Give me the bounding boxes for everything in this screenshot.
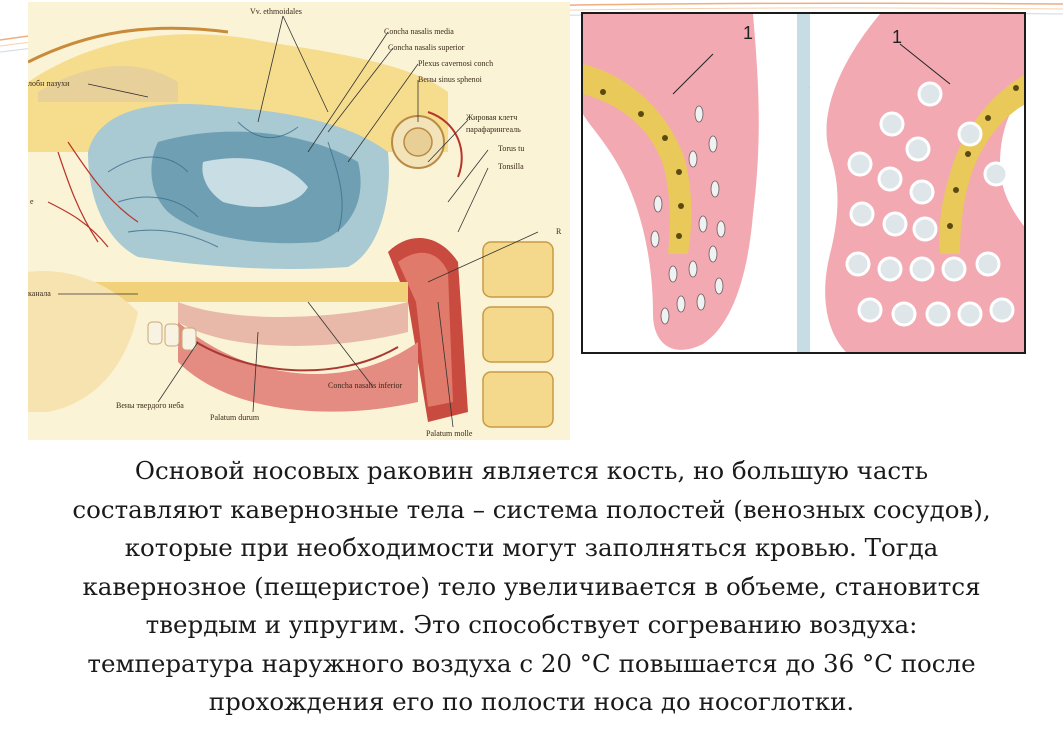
label-kanala: канала [28,289,51,298]
label-e: е [30,197,34,206]
cavernous-body-filled [810,12,1026,354]
label-veins-hard-palate: Вены твердого неба [116,401,184,410]
label-r: R [556,227,562,236]
caption-line: кавернозное (пещеристое) тело увеличивается в объеме, становится [82,571,981,601]
caption-line: температура наружного воздуха с 20 °С повышается до 36 °С после [87,648,976,678]
caption-line: Основой носовых раковин является кость, но большую часть [134,456,929,485]
label-concha-superior: Concha nasalis superior [388,43,465,52]
caption-line: составляют кавернозные тела – система полостей (венозных сосудов), [72,494,991,524]
label-fat-tissue-2: парафарингеаль [466,125,521,134]
label-fat-tissue-1: Жировая клетч [466,113,518,122]
label-veins-sinus-sphenoid: Вены sinus sphenoi [418,75,482,84]
label-vv-ethmoidales: Vv. ethmoidales [250,7,302,16]
caption-line: которые при необходимости могут заполняться кровью. Тогда [124,533,939,562]
label-palatum-durum: Palatum durum [210,413,260,422]
label-concha-media: Concha nasalis media [384,27,454,36]
label-lobn-pazuha: лобн пазухи [28,79,70,88]
panel-divider [797,12,810,354]
label-tonsilla: Tonsilla [498,162,524,171]
caption-line: прохождения его по полости носа до носоглотки. [208,687,855,716]
label-concha-inferior: Concha nasalis inferior [328,381,403,390]
caption-line: твердым и упругим. Это способствует согреванию воздуха: [145,610,918,639]
label-1-right: 1 [892,27,903,47]
cavernous-body-collapsed [581,12,797,354]
label-1-left: 1 [743,23,754,43]
label-palatum-molle: Palatum molle [426,429,473,438]
nasal-cavity-illustration [28,2,570,440]
label-torus: Torus tu [498,144,525,153]
label-plexus-cavernosi: Plexus cavernosi conch [418,59,494,68]
caption-text [0,452,1063,722]
